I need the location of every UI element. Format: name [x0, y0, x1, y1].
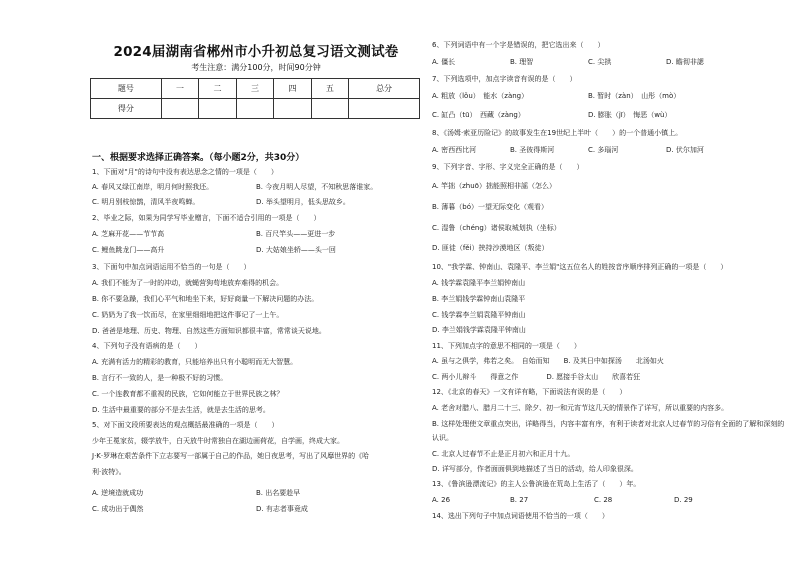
question-line: 10、"我学霖、钟南山、袁隆平、李兰娟"这五位名人的姓按音序顺序排列正确的一项是（ ） — [432, 263, 728, 271]
option-line: D. 瞻彻非諰 — [666, 58, 704, 66]
score-header-cell: 一 — [161, 79, 198, 99]
passage-line: 少年王冕家贫，辍学放牛，白天放牛时常独自在湖边画荷花，自学画，终成大家。 — [92, 437, 344, 445]
section-heading: 一、根据要求选择正确答案。（每小题2分，共30分） — [92, 153, 305, 163]
option-line: B. 出名要趁早 — [256, 489, 301, 497]
option-line: C. 成功出于偶然 — [92, 505, 144, 513]
question-line: 11、下列加点字的意思不相同的一项是（ ） — [432, 342, 581, 350]
score-header-cell: 三 — [236, 79, 273, 99]
option-line: A. 我们不能为了一时的冲动，就蝇营狗苟地放弃难得的机会。 — [92, 279, 284, 287]
option-line: B. 这样处理使文章重点突出，详略得当，内容丰富有序，有利于读者对北京人过春节的习俗有全面的了解和深刻的 — [432, 420, 785, 428]
option-line: C. 湿鲁（chéng）诸侯取城划执（坐标） — [432, 224, 561, 232]
option-line: B. 言行不一致的人，是一种极不好的习惯。 — [92, 374, 228, 382]
option-line: D. 匪徒（fěi）挟持沙漠地区（叛徒） — [432, 244, 549, 252]
option-line: C. 28 — [594, 496, 613, 504]
question-line: 14、选出下列句子中加点词语使用不恰当的一项（ ） — [432, 512, 609, 520]
question-line: 5、对下面文段所要表达的观点概括最准确的一项是（ ） — [92, 421, 279, 429]
option-line: C. 北京人过春节不止是正月初六和正月十九。 — [432, 450, 575, 458]
option-line: C. 明月别枝惊鹊，清风半夜鸣蝉。 — [92, 198, 200, 206]
option-line: C. 鲤鱼跳龙门——高升 — [92, 246, 165, 254]
option-line: A. 老舍对腊八、腊月二十三、除夕、初一和元宵节这几天的情景作了详写，所以重要的内容多。 — [432, 404, 729, 412]
score-header-cell: 五 — [311, 79, 348, 99]
option-line: D. 膨胀（jī） 悔恶（wù） — [588, 111, 672, 119]
option-line: B. 圣彼得斯河 — [510, 146, 555, 154]
option-line: C. 钱学霖李兰娟袁隆平钟南山 — [432, 311, 526, 319]
question-line: 12、《北京的春天》一文有详有略，下面说法有误的是（ ） — [432, 388, 627, 396]
score-table — [90, 78, 420, 119]
option-line: C. 一个连教育都不重视的民族，它如何能立于世界民族之林？ — [92, 390, 284, 398]
score-cell — [236, 99, 273, 119]
option-line: A. 虽与之俱学，弗若之矣。 自始而知 B. 及其日中如探汤 北汤如火 — [432, 357, 664, 365]
question-line: 1、下面对"月"的诗句中没有表达思念之情的一项是（ ） — [92, 168, 278, 176]
exam-notice: 考生注意：满分100分，时间90分钟 — [191, 63, 321, 72]
question-line: 7、下列选项中，加点字读音有误的是（ ） — [432, 75, 577, 83]
option-line: D. 举头望明月，低头思故乡。 — [256, 198, 350, 206]
score-cell — [199, 99, 236, 119]
option-line: A. 钱学霖袁隆平李兰娟钟南山 — [432, 279, 526, 287]
option-line: C. 奶奶为了我一饮而尽，在家里细细地把这件事记了一上午。 — [92, 311, 284, 319]
option-line: D. 生活中最重要的部分不是去生活，就是去生活的思考。 — [92, 406, 270, 414]
question-line: 3、下面句中加点词语运用不恰当的一句是（ ） — [92, 263, 251, 271]
option-line: 认识。 — [432, 434, 453, 442]
option-line: D. 李兰娟钱学霖袁隆平钟南山 — [432, 326, 526, 334]
option-line: B. 今夜月明人尽望，不知秋思落谁家。 — [256, 183, 378, 191]
score-header-cell: 题号 — [91, 79, 162, 99]
passage-line: 利·波特》。 — [92, 468, 126, 476]
question-line: 2、毕业之际，如果为同学写毕业赠言，下面不适合引用的一项是（ ） — [92, 214, 321, 222]
question-line: 9、下列字音、字形、字义完全正确的是（ ） — [432, 163, 584, 171]
option-line: D. 大姑娘坐轿——头一回 — [256, 246, 336, 254]
score-cell — [274, 99, 311, 119]
option-line: A. 春风又绿江南岸，明月何时照我还。 — [92, 183, 214, 191]
option-line: A. 密西西比河 — [432, 146, 477, 154]
option-line: A. 芝麻开花——节节高 — [92, 230, 165, 238]
option-line: A. 26 — [432, 496, 451, 504]
option-line: B. 27 — [510, 496, 529, 504]
option-line: B. 李兰娟钱学霖钟南山袁隆平 — [432, 295, 526, 303]
passage-line: J·K·罗琳在艰苦条件下立志要写一部属于自己的作品，她日夜思考，写出了风靡世界的《哈 — [92, 452, 370, 460]
score-table-score-row — [91, 99, 420, 119]
option-line: B. 百尺竿头——更进一步 — [256, 230, 336, 238]
option-line: A. 逆境造就成功 — [92, 489, 144, 497]
score-row-label: 得分 — [91, 99, 162, 119]
option-line: A. 僵长 — [432, 58, 456, 66]
option-line: C. 尖拱 — [588, 58, 612, 66]
option-line: D. 详写部分，作者面面俱到地描述了当日的活动，给人印象很深。 — [432, 465, 638, 473]
option-line: A. 竿拙（zhuō）拙能照相非謡（怎么） — [432, 182, 556, 190]
page-title: 2024届湖南省郴州市小升初总复习语文测试卷 — [113, 44, 399, 60]
score-header-cell: 二 — [199, 79, 236, 99]
score-header-cell: 总分 — [349, 79, 420, 99]
option-line: A. 充满有活力的精彩的教育，只能培养出只有小聪明而无大智慧。 — [92, 358, 298, 366]
option-line: D. 伏尔加河 — [666, 146, 704, 154]
option-line: B. 你不要急躁，我们心平气和地坐下来，好好商量一下解决问题的办法。 — [92, 295, 319, 303]
option-line: B. 暂时（zàn） 山彤（mò） — [588, 92, 681, 100]
question-line: 13、《鲁滨逊漂流记》的主人公鲁滨逊在荒岛上生活了（ ）年。 — [432, 480, 641, 488]
question-line: 4、下列句子没有语病的是（ ） — [92, 342, 202, 350]
option-line: C. 缸凸（tū） 西藏（zàng） — [432, 111, 525, 119]
option-line: C. 多瑙河 — [588, 146, 619, 154]
option-line: A. 粗放（lǒu） 能水（zàng） — [432, 92, 529, 100]
option-line: B. 薄暮（bó）一望无际变化（观看） — [432, 203, 548, 211]
question-line: 8、《汤姆·索亚历险记》的故事发生在19世纪上半叶（ ）的一个普通小镇上。 — [432, 129, 683, 137]
question-line: 6、下列词语中有一个字是错误的，把它选出来（ ） — [432, 41, 605, 49]
score-cell — [349, 99, 420, 119]
option-line: D. 29 — [674, 496, 693, 504]
option-line: C. 两小儿辩斗 得意之作 D. 愿接手谷太山 欣喜若狂 — [432, 373, 641, 381]
option-line: D. 有志者事竟成 — [256, 505, 308, 513]
score-cell — [161, 99, 198, 119]
option-line: D. 爸爸是地理、历史、物理、自然这些方面知识都很丰富，常常谈天说地。 — [92, 327, 326, 335]
score-header-cell: 四 — [274, 79, 311, 99]
score-table-header-row — [91, 79, 420, 99]
score-cell — [311, 99, 348, 119]
option-line: B. 理智 — [510, 58, 534, 66]
